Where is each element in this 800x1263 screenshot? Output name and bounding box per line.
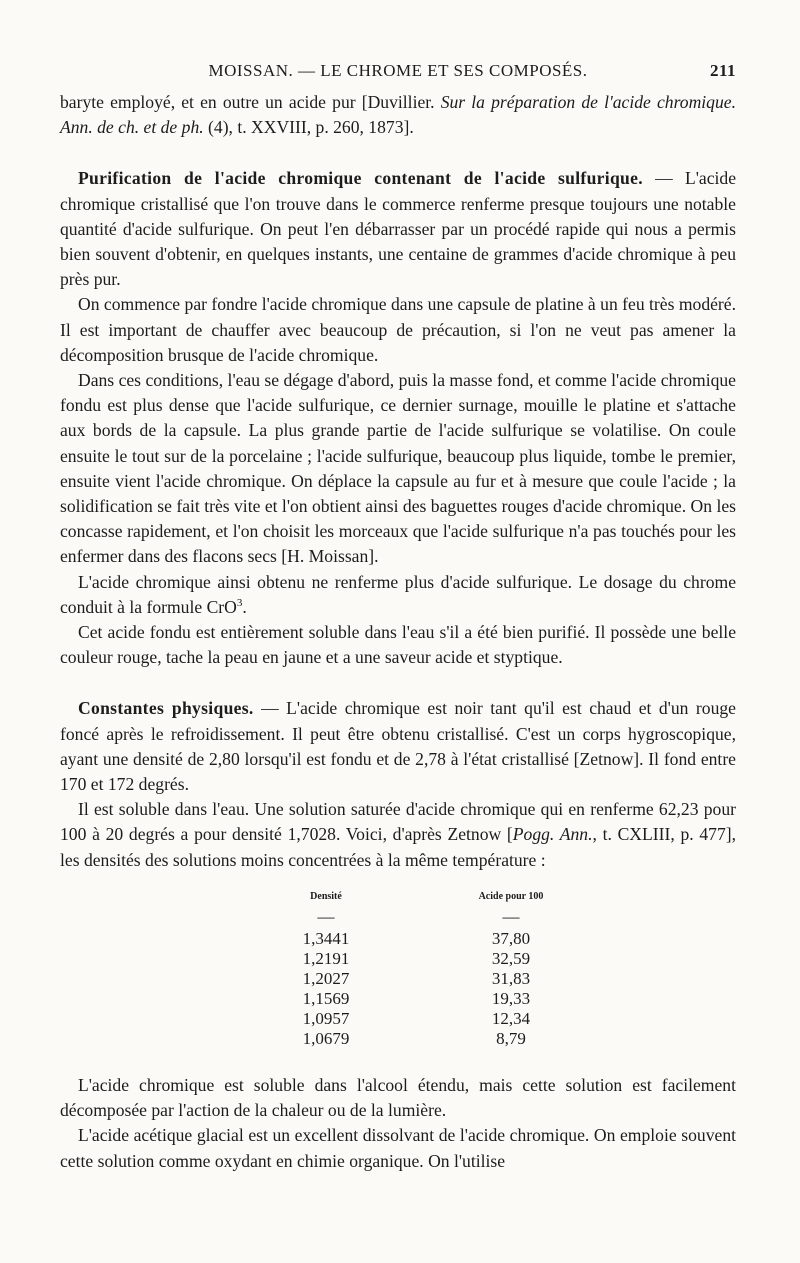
table-row: 1,1569 19,33 [302, 988, 531, 1008]
section-purification: Purification de l'acide chromique contenant de l'acide sulfurique. — L'acide chromique cristallisé que l'on trouve dans le commerce renferme presque toujours une notable quantité d'acide sulfurique. On peut l'en débarrasser par un procédé rapide qui nous a permis bien souvent d'obtenir, en quelques instants, une centaine de grammes d'acide chromique à peu près pur. On commence par fondre l'acide chromique dans une capsule de platine à un feu très modéré. Il est important de chauffer avec beaucoup de précaution, si l'on ne veut pas amener la décomposition brusque de l'acide chromique. Dans ces conditions, l'eau se dégage d'abord, puis la masse fond, et comme l'acide chromique fondu est plus dense que l'acide sulfurique, ce dernier surnage, mouille le platine et s'attache aux bords de la capsule. La plus grande partie de l'acide sulfurique se volatilise. On coule ensuite le tout sur de la porcelaine ; l'acide sulfurique, beaucoup plus liquide, tombe le premier, ensuite vient l'acide chromique. On déplace la capsule au fur et à mesure que coule l'acide ; la solidification se fait très vite et l'on obtient ainsi des baguettes rouges d'acide chromique. On les concasse rapidement, et l'on choisit les morceaux que l'acide sulfurique n'a pas touchés pour les enfermer dans des flacons secs [H. Moissan]. L'acide chromique ainsi obtenu ne renferme plus d'acide sulfurique. Le dosage du chrome conduit à la formule CrO$^3$. Cet acide fondu est entièrement soluble dans l'eau s'il a été bien purifié. Il possède une belle couleur rouge, tache la peau en jaune et a une saveur acide et styptique. [60, 166, 736, 670]
citation-title: Pogg. Ann. [512, 824, 593, 845]
table-row: 1,2027 31,83 [302, 968, 531, 988]
column-header-density: Densité [310, 890, 342, 902]
page [60, 52, 736, 1174]
page-number: 211 [709, 61, 736, 80]
section-heading-purification: Purification de l'acide chromique contenant de l'acide sulfurique. [78, 168, 643, 189]
column-header-acid: Acide pour 100 [478, 890, 544, 902]
table-row: 1,3441 37,80 [302, 928, 531, 948]
paragraph: L'acide chromique ainsi obtenu ne renferme plus d'acide sulfurique. Le dosage du chrome conduit à la formule CrO$^3$. [60, 571, 736, 617]
paragraph: L'acide chromique est soluble dans l'alcool étendu, mais cette solution est facilement décomposée par l'action de la chaleur ou de la lumière. [60, 1074, 736, 1121]
table-header-rule: — — [317, 906, 520, 926]
paragraph: Cet acide fondu est entièrement soluble dans l'eau s'il a été bien purifié. Il possède une belle couleur rouge, tache la peau en jaune et a une saveur acide et styptique. [60, 622, 736, 668]
table-header [256, 891, 626, 911]
table-row: 1,0957 12,34 [302, 1008, 531, 1028]
paragraph: Dans ces conditions, l'eau se dégage d'abord, puis la masse fond, et comme l'acide chromique fondu est plus dense que l'acide sulfurique, ce dernier surnage, mouille le platine et s'attache aux bords de la capsule. La plus grande partie de l'acide sulfurique se volatilise. On coule ensuite le tout sur de la porcelaine ; l'acide sulfurique, beaucoup plus liquide, tombe le premier, ensuite vient l'acide chromique. On déplace la capsule au fur et à mesure que coule l'acide ; la solidification se fait très vite et l'on obtient ainsi des baguettes rouges d'acide chromique. On les concasse rapidement, et l'on choisit les morceaux que l'acide sulfurique n'a pas touchés pour les enfermer dans des flacons secs [H. Moissan]. [60, 370, 736, 567]
density-table [256, 891, 626, 1049]
paragraph: L'acide acétique glacial est un excellent dissolvant de l'acide chromique. On emploie souvent cette solution comme oxydant en chimie organique. On l'utilise [60, 1125, 736, 1171]
running-title: MOISSAN. — LE CHROME ET SES COMPOSÉS. [208, 61, 588, 80]
paragraph: Il est soluble dans l'eau. Une solution saturée d'acide chromique qui en renferme 62,23 pour 100 à 20 degrés a pour densité 1,7028. Voici, d'après Zetnow [Pogg. Ann., t. CXLIII, p. 477], les densités des solutions moins concentrées à la même température : [60, 799, 736, 870]
paragraph: On commence par fondre l'acide chromique dans une capsule de platine à un feu très modéré. Il est important de chauffer avec beaucoup de précaution, si l'on ne veut pas amener la décomposition brusque de l'acide chromique. [60, 294, 736, 365]
citation-title: Sur la préparation de l'acide chromique. Ann. de ch. et de ph. [60, 92, 736, 138]
continued-paragraph: baryte employé, et en outre un acide pur [Duvillier. Sur la préparation de l'acide chromique. Ann. de ch. et de ph. (4), t. XXVIII, p. 260, 1873]. [60, 92, 736, 138]
table-row: 1,2191 32,59 [302, 948, 531, 968]
section-heading-constants: Constantes physiques. [78, 698, 254, 719]
table-row: 1,0679 8,79 [302, 1028, 526, 1048]
section-constants: Constantes physiques. — L'acide chromique est noir tant qu'il est chaud et d'un rouge foncé après le refroidissement. Il peut être obtenu cristallisé. C'est un corps hygroscopique, ayant une densité de 2,80 lorsqu'il est fondu et de 2,78 à l'état cristallisé [Zetnow]. Il fond entre 170 et 172 degrés. Il est soluble dans l'eau. Une solution saturée d'acide chromique qui en renferme 62,23 pour 100 à 20 degrés a pour densité 1,7028. Voici, d'après Zetnow [Pogg. Ann., t. CXLIII, p. 477], les densités des solutions moins concentrées à la même température : [60, 696, 736, 872]
running-header [60, 52, 736, 90]
